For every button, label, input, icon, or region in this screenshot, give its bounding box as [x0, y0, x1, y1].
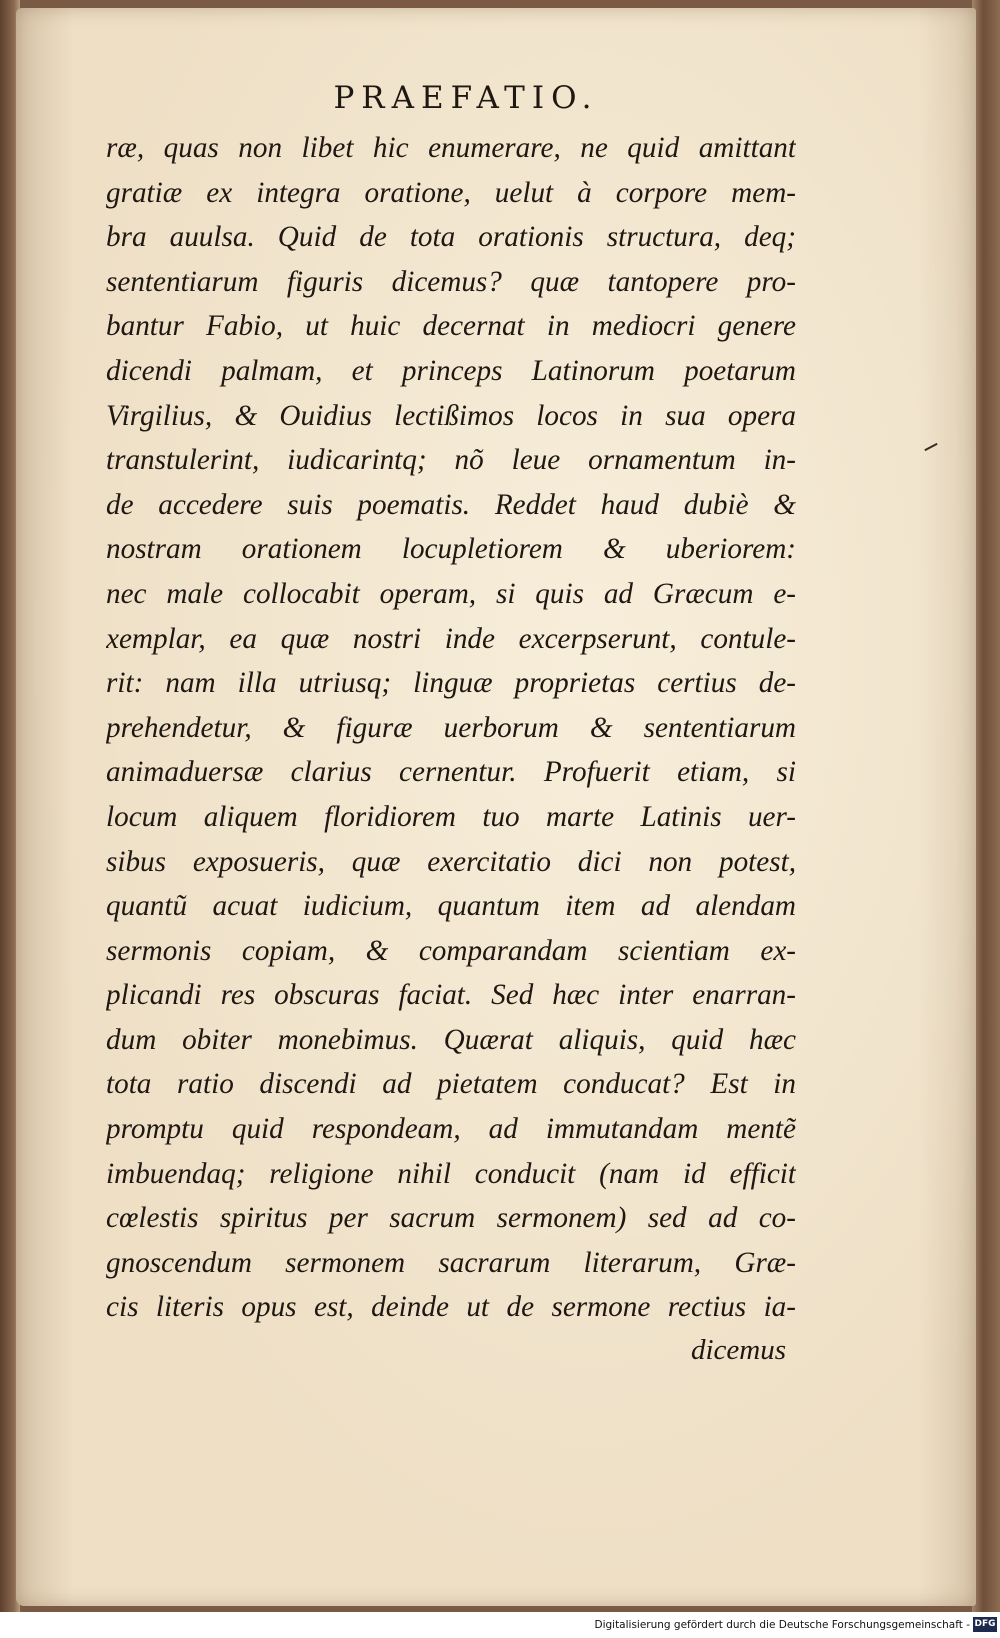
text-line: xemplar, ea quæ nostri inde excerpserunt, contule-	[106, 622, 796, 655]
footer-credit: Digitalisierung gefördert durch die Deutsche Forschungsgemeinschaft -	[594, 1619, 970, 1631]
text-line: gnoscendum sermonem sacrarum literarum, Græ-	[106, 1246, 796, 1279]
text-line: de accedere suis poematis. Reddet haud dubiè &	[106, 488, 796, 521]
text-block	[106, 68, 796, 1370]
text-line: bantur Fabio, ut huic decernat in mediocri genere	[106, 310, 796, 343]
text-line: rit: nam illa utriusq; linguæ proprietas certius de-	[106, 667, 796, 700]
text-line: locum aliquem floridiorem tuo marte Latinis uer-	[106, 800, 796, 833]
text-line: Virgilius, & Ouidius lectißimos locos in sua opera	[106, 399, 796, 432]
text-line: dum obiter monebimus. Quærat aliquis, quid hæc	[106, 1023, 796, 1056]
catchword: dicemus	[690, 1334, 786, 1367]
margin-mark	[924, 443, 937, 451]
text-line: ræ, quas non libet hic enumerare, ne quid amittant	[106, 132, 796, 164]
text-line: cœlestis spiritus per sacrum sermonem) sed ad co-	[106, 1202, 796, 1235]
text-line: prehendetur, & figuræ uerborum & sententiarum	[106, 711, 796, 744]
dfg-logo: DFG	[973, 1617, 997, 1632]
text-line: nec male collocabit operam, si quis ad Græcum e-	[106, 577, 796, 610]
text-line: sermonis copiam, & comparandam scientiam ex-	[106, 934, 796, 967]
book-cover-right	[972, 0, 1000, 1612]
text-line: nostram orationem locupletiorem & uberiorem:	[106, 533, 796, 566]
body-text	[106, 126, 796, 1330]
text-line: transtulerint, iudicarintq; nõ leue ornamentum in-	[106, 444, 796, 477]
text-line: dicendi palmam, et princeps Latinorum poetarum	[106, 354, 796, 387]
footer-bar	[0, 1612, 1000, 1638]
text-line: cis literis opus est, deinde ut de sermone rectius ia-	[106, 1291, 796, 1324]
text-line: bra auulsa. Quid de tota orationis structura, deq;	[106, 221, 796, 254]
text-line: animaduersæ clarius cernentur. Profuerit etiam, si	[106, 756, 796, 789]
text-line: imbuendaq; religione nihil conducit (nam id efficit	[106, 1157, 796, 1190]
text-line: quantũ acuat iudicium, quantum item ad alendam	[106, 890, 796, 923]
text-line: sibus exposueris, quæ exercitatio dici non potest,	[106, 845, 796, 878]
text-line: plicandi res obscuras faciat. Sed hæc inter enarran-	[106, 979, 796, 1012]
running-head: PRAEFATIO.	[333, 80, 599, 116]
text-line: gratiæ ex integra oratione, uelut à corpore mem-	[106, 176, 796, 209]
text-line: promptu quid respondeam, ad immutandam mentẽ	[106, 1113, 796, 1146]
text-line: sententiarum figuris dicemus? quæ tantopere pro-	[106, 265, 796, 298]
text-line: tota ratio discendi ad pietatem conducat? Est in	[106, 1068, 796, 1101]
